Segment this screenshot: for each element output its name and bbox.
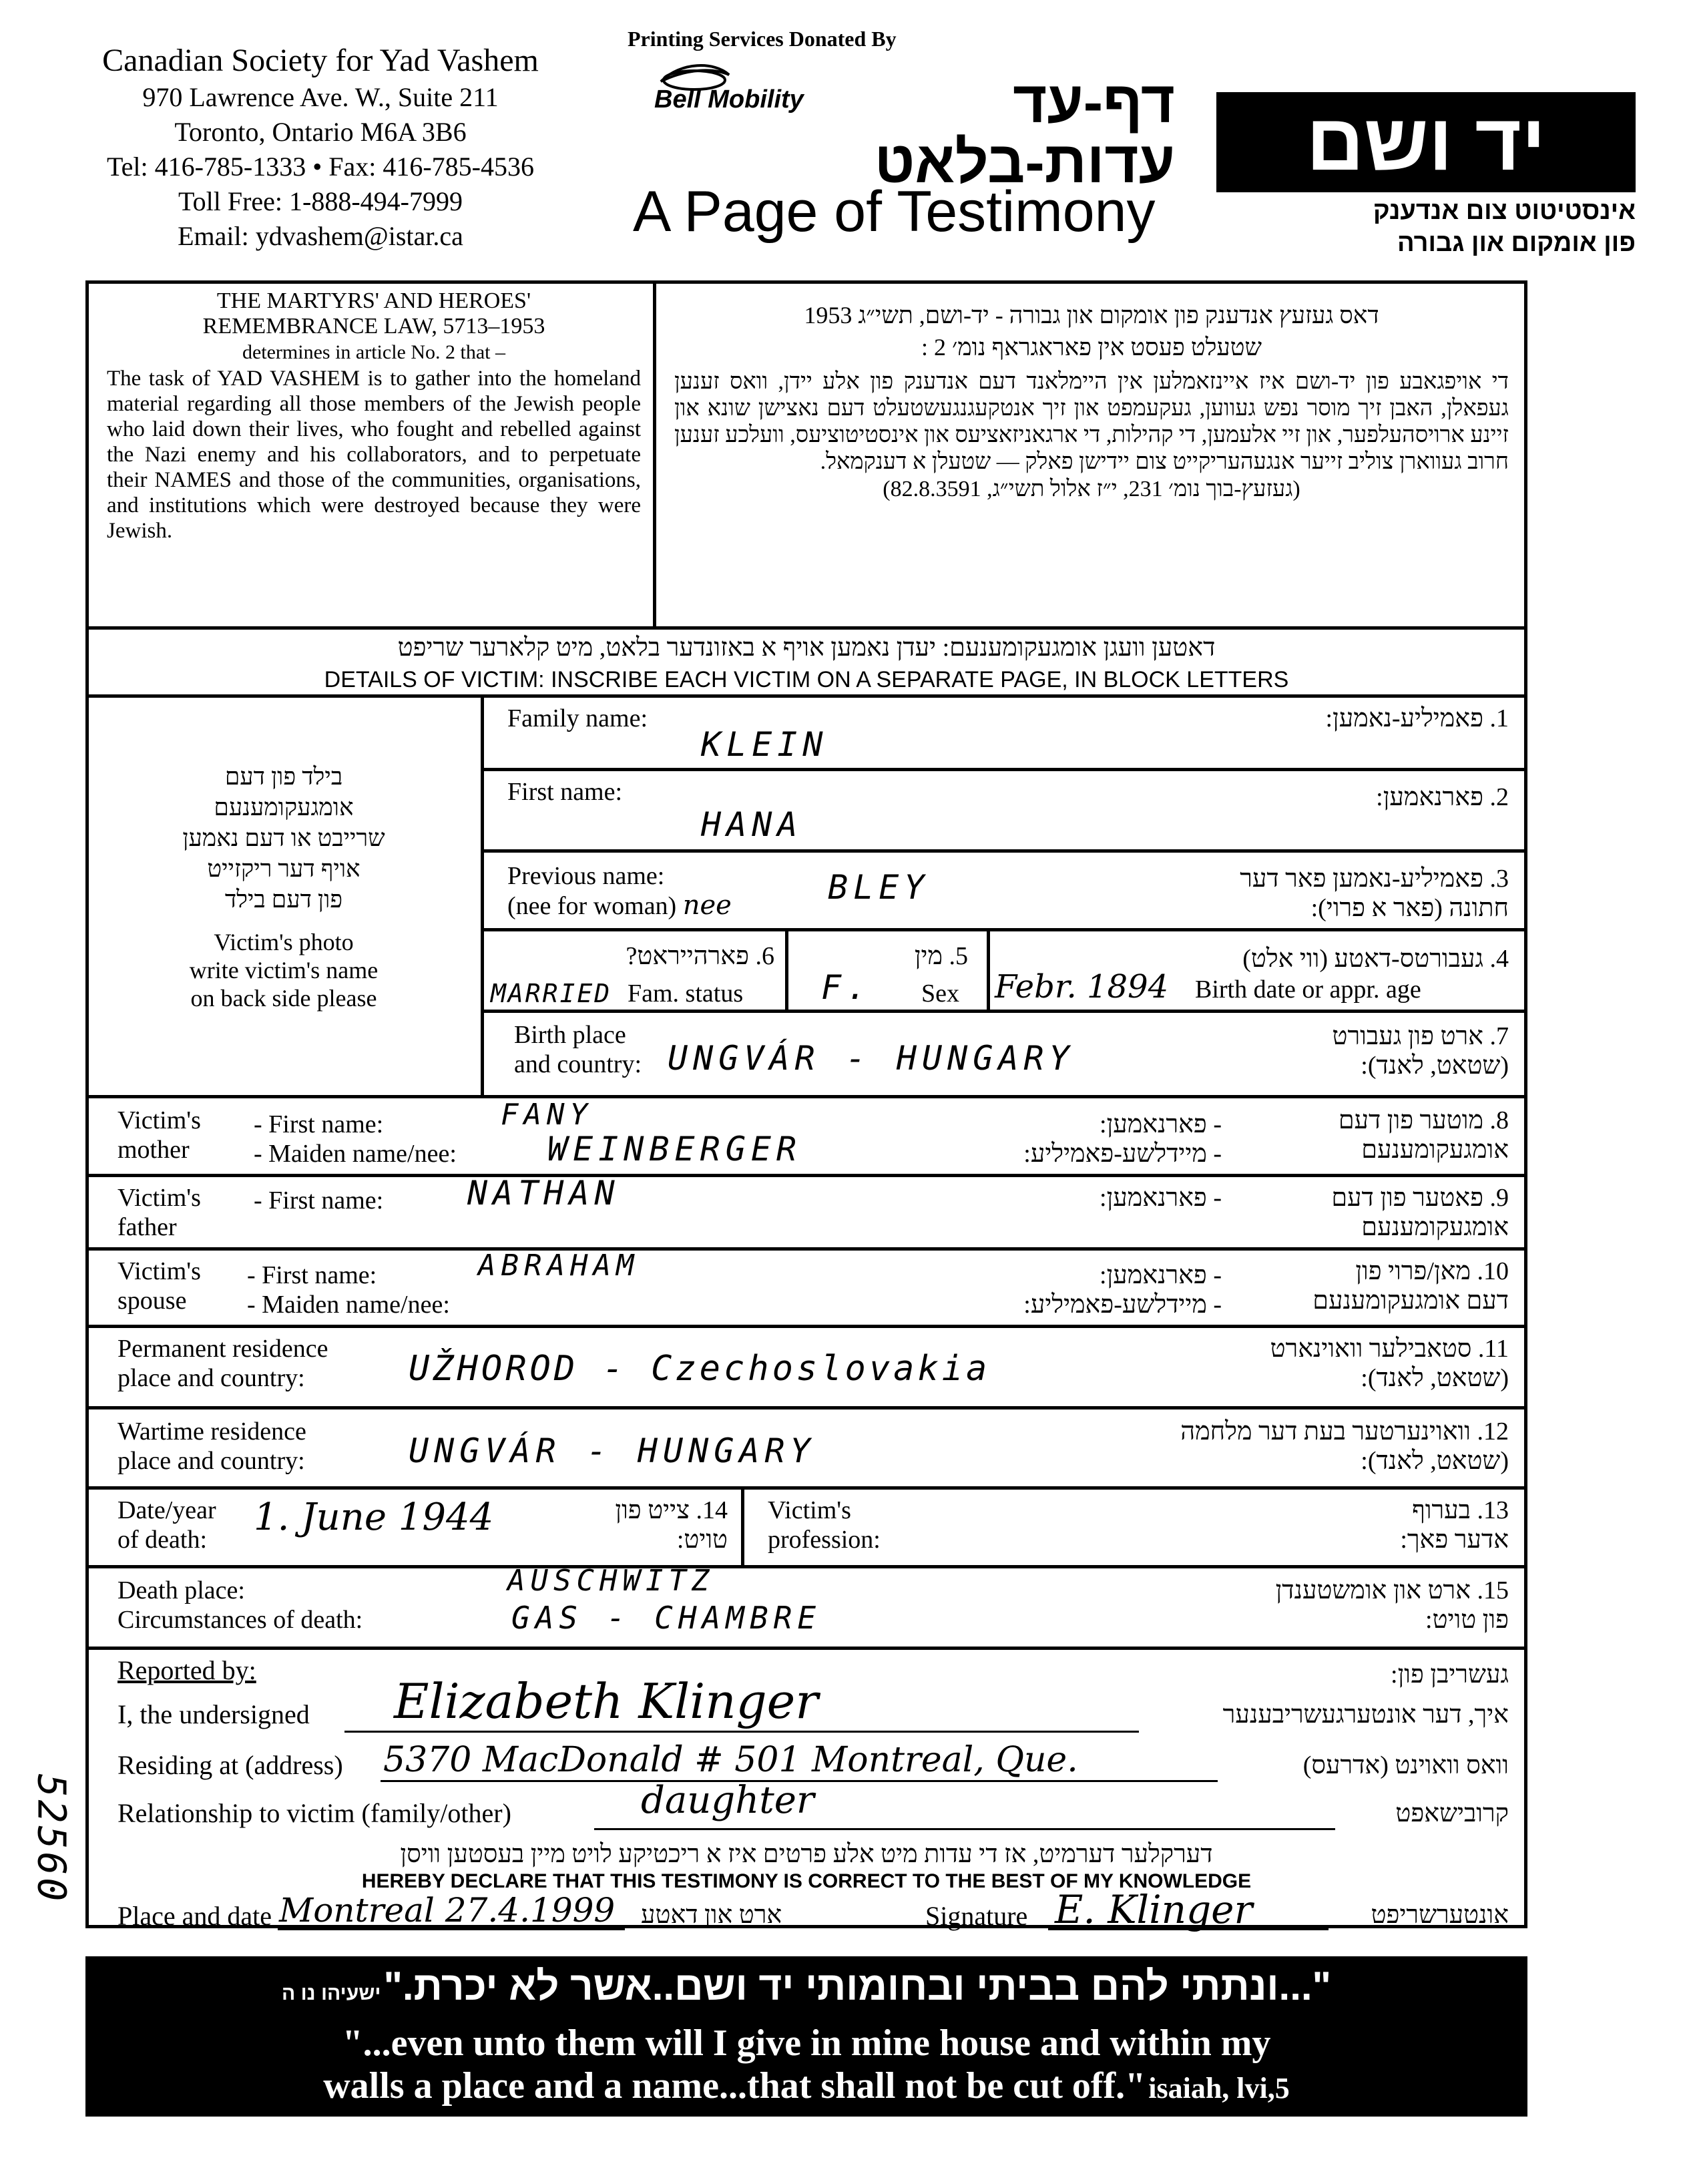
father-first-label: - First name: (254, 1186, 384, 1215)
wartime-label-1: Wartime residence (117, 1417, 306, 1446)
rule (987, 928, 990, 1010)
signature-label: Signature (925, 1901, 1028, 1931)
fam-status-label: Fam. status (628, 979, 744, 1008)
birth-place-label-2: and country: (514, 1050, 642, 1078)
father-first-label-yi: - פארנאמען: (1100, 1184, 1222, 1212)
undersigned-label-yi: איך, דער אונטערגעשריבענער (1222, 1701, 1509, 1729)
wartime-residence-label-yi (1095, 1417, 1509, 1476)
wartime-yi-1: 12. וואוינערטער בעת דער מלחמה (1180, 1417, 1509, 1446)
death-place-value[interactable]: AUSCHWITZ (507, 1564, 715, 1598)
hebrew-quote-row (85, 1963, 1527, 2009)
family-name-label: Family name: (507, 704, 648, 732)
english-quote-line2-row (85, 2064, 1527, 2117)
death-circumstances-value[interactable]: GAS - CHAMBRE (511, 1600, 822, 1636)
institute-line-2: פון אומקום און גבורה (1397, 229, 1636, 257)
mother-field-labels (254, 1110, 457, 1168)
spouse-field-labels (247, 1261, 450, 1319)
spouse-label-2: spouse (117, 1287, 187, 1315)
father-first-value[interactable]: NATHAN (467, 1174, 620, 1213)
mother-yi-2: אומגעקומענעם (1361, 1136, 1509, 1164)
nee-note: (nee for woman) (507, 892, 677, 920)
photo-yi-5: פון דעם בילד (224, 886, 343, 913)
rule (85, 1647, 1527, 1650)
details-header (85, 630, 1527, 694)
rule (85, 1325, 1527, 1328)
declaration-yiddish: דערקלער דערמיט, אז די עדות מיט אלע פרטים איז א ריכטיקע לויט מיין בעסטען וויסן (400, 1840, 1213, 1868)
english-quote (85, 2022, 1527, 2117)
death-place-yi-2: פון טויט: (1425, 1606, 1509, 1634)
spouse-maiden-label-yi: - מיידלשע-פאמיליע: (1023, 1291, 1222, 1319)
profession-label-yi (1268, 1496, 1509, 1554)
english-title: A Page of Testimony (633, 180, 1156, 244)
birth-place-label-1: Birth place (514, 1021, 626, 1049)
father-yi-2: אומגעקומענעם (1361, 1213, 1509, 1241)
law-divider (653, 280, 656, 626)
photo-en-1: Victim's photo (214, 929, 354, 955)
first-name-label-yi: 2. פארנאמען: (1376, 783, 1509, 811)
profession-label-1: Victim's (768, 1496, 851, 1524)
permanent-label-2: place and country: (117, 1364, 305, 1392)
english-quote-line1: "...even unto them will I give in mine house and within my (342, 2022, 1271, 2064)
previous-name-label-yi (1068, 864, 1509, 923)
mother-label-1: Victim's (117, 1106, 201, 1134)
permanent-yi-2: (שטאט, לאנד): (1361, 1364, 1509, 1392)
father-label-1: Victim's (117, 1184, 201, 1212)
place-date-label-yi: ארט און דאטע (641, 1901, 782, 1929)
org-header (47, 41, 594, 254)
permanent-residence-value[interactable]: UŽHOROD - Czechoslovakia (409, 1349, 991, 1389)
wartime-residence-value[interactable]: UNGVÁR - HUNGARY (409, 1432, 816, 1470)
death-date-label (117, 1496, 216, 1554)
yad-vashem-logo: יד ושם (1216, 92, 1636, 192)
wartime-residence-label (117, 1417, 306, 1476)
rule (481, 849, 1527, 853)
birth-place-label (514, 1020, 642, 1079)
death-place-label-yi (1148, 1576, 1509, 1634)
english-quote-line2: walls a place and a name...that shall not be cut off." (323, 2065, 1146, 2107)
rule (481, 928, 1527, 931)
spouse-maiden-label: - Maiden name/nee: (247, 1291, 450, 1319)
spouse-label-yi (1228, 1257, 1509, 1315)
death-date-label-yi (547, 1496, 728, 1554)
rule (481, 768, 1527, 771)
death-date-value[interactable]: 1. June 1944 (254, 1496, 494, 1539)
wartime-yi-2: (שטאט, לאנד): (1361, 1447, 1509, 1475)
birth-place-label-yi (1202, 1022, 1509, 1080)
bell-mobility-text: Bell Mobility (654, 85, 804, 114)
mother-maiden-value[interactable]: WEINBERGER (547, 1130, 802, 1168)
nee-prefix-value[interactable]: nee (682, 890, 732, 921)
death-date-yi-1: 14. צייט פון (615, 1496, 728, 1524)
undersigned-label: I, the undersigned (117, 1699, 310, 1729)
sex-label: Sex (921, 979, 959, 1008)
birth-date-label: Birth date or appr. age (1195, 975, 1421, 1004)
place-date-label: Place and date (117, 1901, 272, 1931)
institute-name (1216, 195, 1636, 259)
death-place-label-1: Death place: (117, 1576, 245, 1604)
previous-name-yi-2: חתונה (פאר א פרוי): (1310, 894, 1509, 922)
rule (85, 1095, 1527, 1098)
signature-label-yi: אונטערשריפט (1371, 1901, 1509, 1929)
yiddish-title-line2: עדות-בלאט (874, 129, 1175, 195)
signature-value[interactable]: E. Klinger (1055, 1887, 1253, 1932)
photo-en-2: write victim's name (189, 957, 379, 984)
relationship-value[interactable]: daughter (641, 1779, 814, 1822)
permanent-label-1: Permanent residence (117, 1335, 328, 1363)
mother-maiden-label-yi: - מיידלשע-פאמיליע: (1023, 1140, 1222, 1168)
profession-yi-2: אדער פאך: (1400, 1526, 1509, 1554)
org-address-2: Toronto, Ontario M6A 3B6 (174, 117, 467, 147)
spouse-yi-1: 10. מאן/פרוי פון (1355, 1257, 1509, 1285)
photo-yi-1: בילד פון דעם (224, 763, 343, 790)
rule (785, 928, 788, 1010)
mother-label-2: mother (117, 1136, 190, 1164)
relationship-label: Relationship to victim (family/other) (117, 1798, 511, 1828)
rule (85, 1486, 1527, 1490)
death-date-label-2: of death: (117, 1526, 208, 1554)
mother-first-label: - First name: (254, 1110, 384, 1138)
law-yi-body: די אויפגאבע פון יד-ושם איז איינזאמלען אין היימלאנד דעם אנדענק פון אלע יידן, וואס זענען געפאלן, האבן זיך מוסר נפש געווען, געקעמפט און זיך אנטקעגנגעשטעלט דעם נאצישן שונא און זיינע ארויסהעלפער, און זיי אלעמען, די קהילות, די ארגאניזאציעס און אינסטיטוציעס, וועלכע זענען חרוב געווארן צוליב זייער אנגעהעריקייט צום יידישן פאלק — שטעלן א דענקמאל. (674, 369, 1509, 474)
org-email: Email: ydvashem@istar.ca (178, 221, 463, 251)
father-label (117, 1183, 201, 1242)
photo-yi-4: אויף דער ריקזייט (207, 855, 360, 882)
fam-status-label-yi: 6. פארהייראט? (626, 942, 774, 970)
law-yiddish (674, 299, 1509, 503)
yiddish-title-line1: דף-עד (1013, 69, 1175, 135)
place-date-value[interactable]: Montreal 27.4.1999 (279, 1891, 616, 1930)
profession-label (768, 1496, 881, 1554)
details-yiddish: דאטען וועגן אומגעקומענעם: יעדן נאמען אויף א באזונדער בלאט, מיט קלארער שריפט (397, 634, 1216, 662)
death-place-label (117, 1576, 363, 1634)
rule (85, 694, 1527, 698)
rule (85, 1406, 1527, 1409)
law-en-title-3: determines in article No. 2 that – (242, 341, 506, 363)
residing-label-yi: וואס וואוינט (אדרעס) (1302, 1751, 1509, 1779)
birth-place-yi-1: 7. ארט פון געבורט (1332, 1022, 1509, 1050)
spouse-label-1: Victim's (117, 1257, 201, 1285)
rule (85, 1174, 1527, 1177)
profession-yi-1: 13. בערוף (1412, 1496, 1509, 1524)
profession-label-2: profession: (768, 1526, 881, 1554)
family-name-label-yi: 1. פאמיליע-נאמען: (1325, 704, 1509, 732)
law-yi-head-1: דאס געזעץ אנדענק פון אומקום און גבורה - יד-ושם, תשי״ג 1953 (804, 302, 1379, 329)
declaration (85, 1839, 1527, 1894)
spouse-first-value[interactable]: ABRAHAM (478, 1249, 640, 1283)
reporter-address[interactable]: 5370 MacDonald # 501 Montreal, Que. (383, 1740, 1078, 1780)
law-en-title-2: REMEMBRANCE LAW, 5713–1953 (202, 314, 545, 339)
permanent-residence-label (117, 1334, 328, 1393)
org-name: Canadian Society for Yad Vashem (102, 43, 539, 78)
mother-label (117, 1106, 201, 1164)
photo-yi-3: שרייבט או דעם נאמען (182, 825, 385, 851)
spouse-first-label: - First name: (247, 1261, 377, 1289)
rule (85, 626, 1527, 630)
first-name-label: First name: (507, 778, 623, 806)
undersigned-line (344, 1731, 1139, 1733)
previous-name-value[interactable]: BLEY (828, 868, 930, 907)
spouse-field-labels-yi (921, 1261, 1222, 1319)
org-toll-free: Toll Free: 1-888-494-7999 (178, 186, 463, 216)
law-yi-ref: (געזעץ-בוך נומ׳ 231, י״ז אלול תשי״ג, 82.8.3591) (883, 477, 1300, 501)
relationship-line (594, 1828, 1335, 1830)
previous-name-yi-1: 3. פאמיליע-נאמען פאר דער (1240, 865, 1509, 893)
permanent-yi-1: 11. סטאבילער וואוינארט (1270, 1335, 1509, 1363)
spouse-yi-2: דעם אומגעקומענעם (1312, 1287, 1509, 1315)
spouse-label (117, 1257, 201, 1315)
declaration-english: HEREBY DECLARE THAT THIS TESTIMONY IS CORRECT TO THE BEST OF MY KNOWLEDGE (361, 1870, 1252, 1892)
mother-maiden-label: - Maiden name/nee: (254, 1140, 457, 1168)
photo-en-3: on back side please (190, 985, 377, 1012)
rule (85, 1565, 1527, 1568)
yiddish-title (734, 69, 1175, 195)
previous-name-label-1: Previous name: (507, 862, 665, 890)
rule (481, 1010, 1527, 1013)
hebrew-quote-ref: ישעיהו נו ה (282, 1982, 381, 2004)
photo-divider (481, 694, 484, 1095)
rule (85, 1247, 1527, 1251)
birth-date-value[interactable]: Febr. 1894 (995, 968, 1169, 1006)
institute-line-1: אינסטיטוט צום אנדענק (1373, 197, 1636, 225)
family-name-value[interactable]: KLEIN (701, 725, 828, 764)
father-label-2: father (117, 1213, 177, 1241)
footer-banner (85, 1956, 1527, 2117)
reporter-name[interactable]: Elizabeth Klinger (394, 1673, 818, 1729)
law-en-body: The task of YAD VASHEM is to gather into the homeland material regarding all those members of the Jewish people who laid down their lives, who fought and rebelled against the Nazi enemy and his collaborators, and to perpetuate their NAMES and those of the communities, organisations, and institutions which were destroyed because they were Jewish. (107, 367, 641, 543)
mother-field-labels-yi (921, 1110, 1222, 1168)
previous-name-label (507, 861, 732, 921)
sex-label-yi: 5. מין (914, 942, 968, 970)
reported-by-label: Reported by: (117, 1655, 256, 1685)
law-en-title-1: THE MARTYRS' AND HEROES' (216, 288, 531, 313)
residing-label: Residing at (address) (117, 1750, 343, 1780)
death-place-label-2: Circumstances of death: (117, 1606, 363, 1634)
mother-first-value[interactable]: FANY (501, 1098, 593, 1132)
english-quote-ref: isaiah, lvi,5 (1148, 2072, 1290, 2105)
wartime-label-2: place and country: (117, 1447, 305, 1475)
death-date-label-1: Date/year (117, 1496, 216, 1524)
first-name-value[interactable]: HANA (701, 805, 803, 844)
death-date-yi-2: טויט: (676, 1526, 728, 1554)
org-address-1: 970 Lawrence Ave. W., Suite 211 (142, 82, 499, 112)
father-yi-1: 9. פאטער פון דעם (1331, 1184, 1509, 1212)
photo-yi-2: אומגעקומענעם (214, 794, 354, 821)
law-yi-head-2: שטעלט פעסט אין פאראגראף נומ׳ 2 : (921, 334, 1262, 361)
sex-value[interactable]: F. (821, 968, 873, 1007)
previous-name-label-2 (507, 891, 732, 921)
details-english: DETAILS OF VICTIM: INSCRIBE EACH VICTIM ON A SEPARATE PAGE, IN BLOCK LETTERS (324, 667, 1289, 692)
mother-label-yi (1228, 1106, 1509, 1164)
death-place-yi-1: 15. ארט און אומשטענדן (1275, 1576, 1509, 1604)
mother-first-label-yi: - פארנאמען: (1100, 1110, 1222, 1138)
spouse-first-label-yi: - פארנאמען: (1100, 1261, 1222, 1289)
birth-place-value[interactable]: UNGVÁR - HUNGARY (668, 1039, 1075, 1078)
hebrew-quote: "...ונתתי להם בביתי ובחומותי יד ושם..אשר לא יכרת." (383, 1964, 1331, 2008)
photo-box (93, 761, 474, 1012)
reported-by-label-yi: געשריבן פון: (1391, 1661, 1509, 1689)
birth-date-label-yi: 4. געבורטס-דאטע (ווי אלט) (1242, 945, 1509, 973)
law-english (107, 288, 641, 543)
fam-status-value[interactable]: MARRIED (491, 979, 612, 1008)
birth-place-yi-2: (שטאט, לאנד): (1361, 1052, 1509, 1080)
org-phone: Tel: 416-785-1333 • Fax: 416-785-4536 (106, 152, 535, 182)
mother-yi-1: 8. מוטער פון דעם (1338, 1106, 1509, 1134)
printing-donated-label: Printing Services Donated By (628, 27, 897, 51)
father-label-yi (1228, 1183, 1509, 1242)
relationship-label-yi: קרובישאפט (1395, 1799, 1509, 1827)
rule (741, 1486, 744, 1565)
permanent-residence-label-yi (1162, 1334, 1509, 1393)
side-number: 52560 (29, 1773, 75, 1904)
